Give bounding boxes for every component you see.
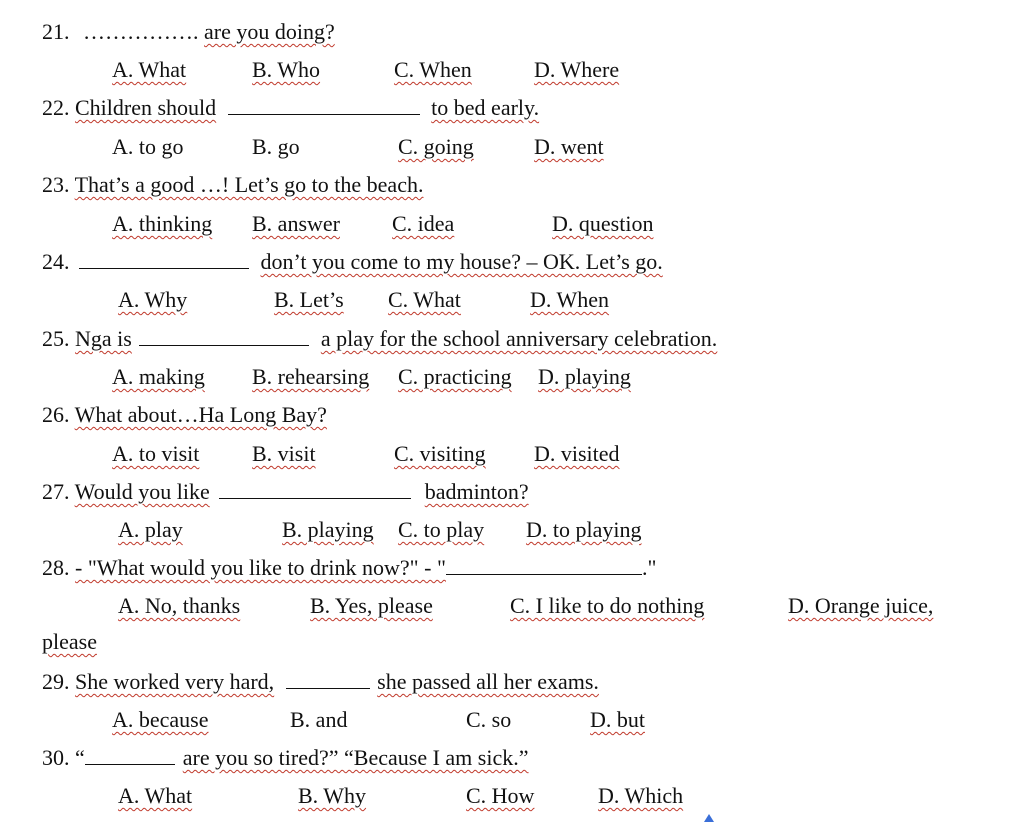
question-number: 23. (42, 172, 70, 197)
question-text-end: badminton? (424, 479, 529, 504)
option-d: D. visited (534, 441, 620, 466)
option-c: C. practicing (398, 364, 512, 389)
option-a: A. What (118, 783, 193, 808)
question-number: 29. (42, 669, 70, 694)
option-a: A. No, thanks (118, 593, 241, 618)
option-d: D. went (534, 134, 604, 159)
option-b: B. Who (252, 57, 321, 82)
open-quote: “ (75, 745, 85, 770)
question-text-end: she passed all her exams. (377, 669, 599, 694)
answer-blank (219, 478, 411, 499)
question-text: Nga is (75, 326, 132, 351)
option-a: A. Why (118, 287, 188, 312)
question-text: - "What would you like to drink now?" - " (75, 555, 446, 580)
option-c: C. How (466, 783, 535, 808)
question-text: are you doing? (204, 19, 335, 44)
question-25 (42, 325, 717, 353)
option-b: B. Let’s (274, 287, 344, 312)
option-d: D. When (530, 287, 610, 312)
option-d-continued: please (42, 629, 97, 654)
option-a: A. What (112, 57, 187, 82)
option-a: A. to go (112, 134, 184, 159)
option-c: C. idea (392, 211, 455, 236)
option-b: B. playing (282, 517, 374, 542)
question-text-end: ." (641, 555, 657, 580)
question-23 (42, 171, 423, 199)
question-26 (42, 401, 327, 429)
question-text: What about…Ha Long Bay? (74, 402, 327, 427)
option-d: D. but (590, 707, 645, 732)
option-a: A. thinking (112, 211, 213, 236)
option-c: C. What (388, 287, 461, 312)
option-d: D. Which (598, 783, 684, 808)
answer-blank (85, 744, 175, 765)
option-c: C. When (394, 57, 472, 82)
question-30 (42, 744, 529, 772)
question-22 (42, 94, 539, 122)
option-b: B. Why (298, 783, 367, 808)
option-c: C. to play (398, 517, 485, 542)
option-c: C. going (398, 134, 474, 159)
option-d: D. playing (538, 364, 631, 389)
question-number: 21. (42, 19, 70, 44)
text-cursor-icon (704, 814, 714, 822)
question-24 (42, 248, 663, 276)
option-b: B. and (290, 707, 348, 732)
option-d: D. to playing (526, 517, 642, 542)
question-number: 22. (42, 95, 70, 120)
blank-dots: ……………. (83, 19, 199, 44)
option-b: B. Yes, please (310, 593, 433, 618)
question-21 (42, 18, 335, 46)
question-text: Would you like (74, 479, 210, 504)
answer-blank (286, 668, 370, 689)
answer-blank (446, 554, 642, 575)
question-27 (42, 478, 529, 506)
question-text: She worked very hard, (75, 669, 275, 694)
answer-blank (79, 248, 249, 269)
option-a: A. making (112, 364, 205, 389)
option-b: B. rehearsing (252, 364, 370, 389)
option-c: C. so (466, 707, 512, 732)
option-d: D. Orange juice, (788, 593, 934, 618)
question-29 (42, 668, 599, 696)
option-c: C. I like to do nothing (510, 593, 705, 618)
option-b: B. go (252, 134, 300, 159)
option-c: C. visiting (394, 441, 486, 466)
answer-blank (228, 94, 420, 115)
option-b: B. answer (252, 211, 340, 236)
option-d: D. question (552, 211, 654, 236)
option-b: B. visit (252, 441, 316, 466)
option-a: A. to visit (112, 441, 200, 466)
question-text: That’s a good …! Let’s go to the beach. (74, 172, 424, 197)
question-number: 24. (42, 249, 70, 274)
question-text: Children should (75, 95, 217, 120)
question-number: 26. (42, 402, 70, 427)
answer-blank (139, 325, 309, 346)
question-text: are you so tired?” “Because I am sick.” (182, 745, 529, 770)
question-number: 25. (42, 326, 70, 351)
question-text: don’t you come to my house? – OK. Let’s go. (260, 249, 663, 274)
question-text-end: a play for the school anniversary celebration. (320, 326, 718, 351)
option-a: A. because (112, 707, 209, 732)
question-number: 30. (42, 745, 70, 770)
question-number: 27. (42, 479, 70, 504)
option-a: A. play (118, 517, 183, 542)
question-28 (42, 554, 656, 582)
question-text-end: to bed early. (431, 95, 540, 120)
option-d: D. Where (534, 57, 620, 82)
question-number: 28. (42, 555, 70, 580)
